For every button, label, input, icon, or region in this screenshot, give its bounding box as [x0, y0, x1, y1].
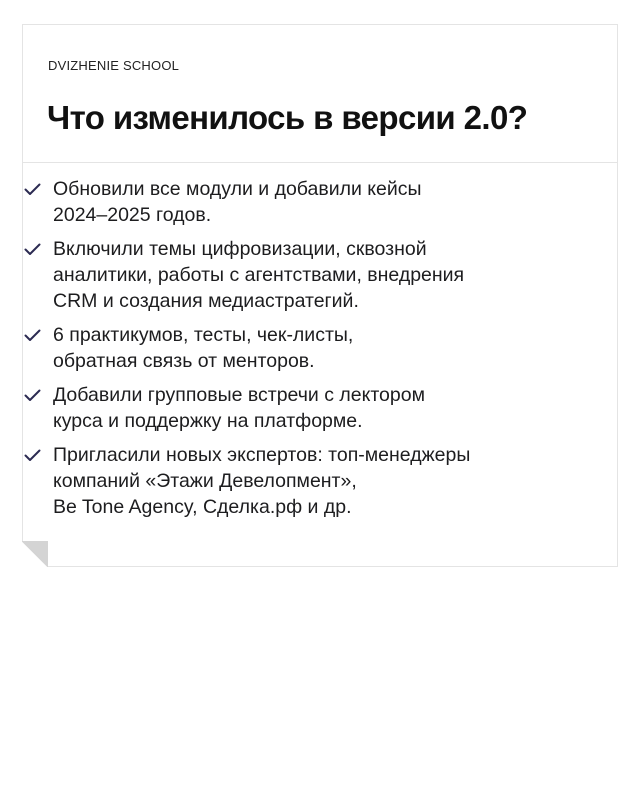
list-item-line: CRM и создания медиастратегий. [53, 290, 359, 312]
page-title: Что изменилось в версии 2.0? [47, 99, 528, 136]
check-icon [24, 183, 41, 196]
list-item-line: обратная связь от менторов. [53, 350, 315, 372]
check-icon [24, 329, 41, 342]
list-item-line: Пригласили новых экспертов: топ-менеджеры [53, 444, 471, 466]
list-item-line: курса и поддержку на платформе. [53, 410, 363, 432]
list-item-line: Be Tone Agency, Сделка.рф и др. [53, 496, 352, 518]
list-item [24, 236, 569, 314]
check-icon [24, 449, 41, 462]
list-item-line: компаний «Этажи Девелопмент», [53, 470, 357, 492]
list-item [24, 382, 569, 434]
list-item-line: 2024–2025 годов. [53, 204, 212, 226]
changes-list [24, 176, 569, 528]
list-item-line: аналитики, работы с агентствами, внедрения [53, 264, 465, 286]
card-header [23, 25, 617, 163]
list-item-line: Включили темы цифровизации, сквозной [53, 238, 427, 260]
list-item [24, 442, 569, 520]
brand-label: DVIZHENIE SCHOOL [48, 58, 180, 73]
list-item [24, 176, 569, 228]
list-item-line: 6 практикумов, тесты, чек-листы, [53, 324, 354, 346]
check-icon [24, 243, 41, 256]
page-fold-icon [22, 541, 48, 567]
list-item [24, 322, 569, 374]
check-icon [24, 389, 41, 402]
list-item-line: Обновили все модули и добавили кейсы [53, 178, 422, 200]
list-item-line: Добавили групповые встречи с лектором [53, 384, 425, 406]
